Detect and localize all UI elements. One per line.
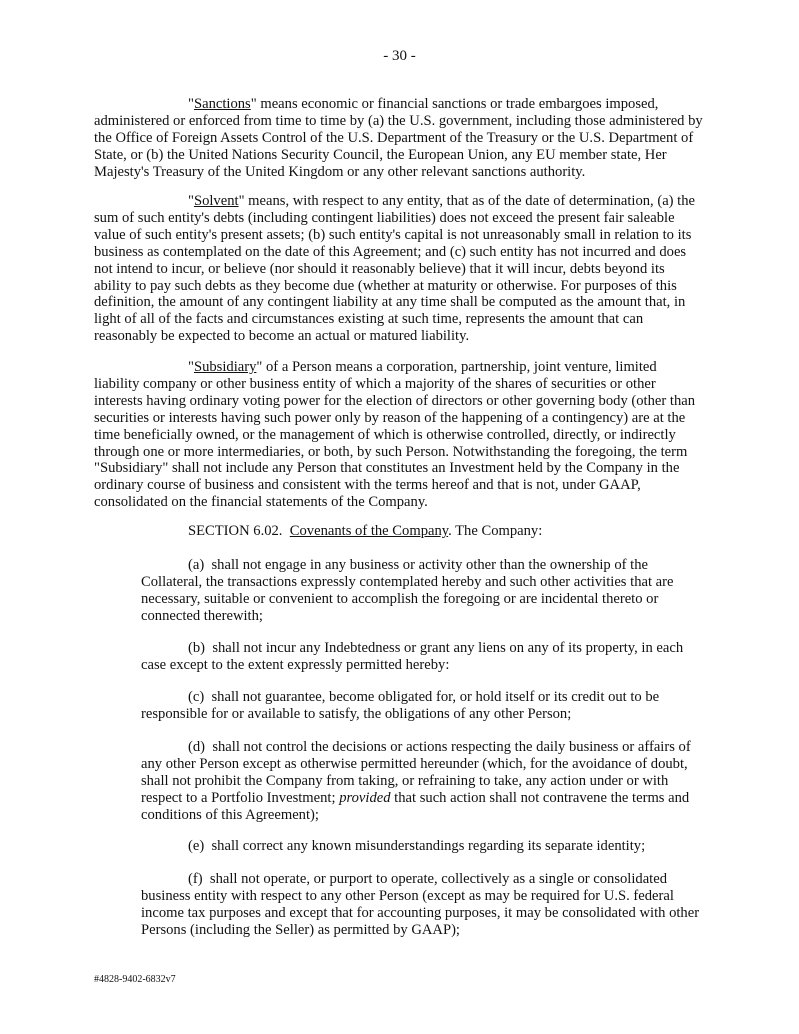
term-subsidiary: Subsidiary: [193, 359, 257, 375]
covenant-label: (f): [188, 871, 203, 887]
covenant-f: [141, 871, 704, 939]
section-title: Covenants of the Company: [289, 523, 449, 539]
covenant-a: [141, 557, 704, 625]
covenant-text: shall not control the decisions or actions respecting the daily business or affairs of any other Person except as otherwise permitted hereunder (which, for the avoidance of doubt, shall not prohibit the Company from taking, or refraining to take, any action under or with respect to a Portfolio Investment;: [141, 739, 691, 806]
covenant-label: (b): [188, 640, 206, 656]
term-solvent: Solvent: [193, 193, 239, 209]
covenant-text: shall not engage in any business or activity other than the ownership of the Collateral, the transactions expressly contemplated hereby and such other activities that are necessary, suitable or convenient to accomplish the foregoing or are incidental thereto or connected therewith;: [141, 557, 674, 624]
covenant-text: shall not guarantee, become obligated for, or hold itself or its credit out to be responsible for or available to satisfy, the obligations of any other Person;: [141, 689, 660, 722]
covenant-text: shall correct any known misunderstandings regarding its separate identity;: [211, 838, 646, 854]
definition-solvent-text: " means, with respect to any entity, that as of the date of determination, (a) the sum of such entity's debts (including contingent liabilities) does not exceed the present fair saleable value of such entity's present assets; (b) such entity's capital is not unreasonably small in relation to its business as contemplated on the date of this Agreement; and (c) such entity has not incurred and does not intend to incur, or believe (nor should it reasonably believe) that it will incur, debts beyond its ability to pay such debts as they become due (whether at maturity or otherwise. For purposes of this definition, the amount of any contingent liability at any time shall be computed as the amount that, in light of all of the facts and circumstances existing at such time, represents the amount that can reasonably be expected to become an actual or matured liability.: [94, 193, 696, 345]
covenant-label: (e): [188, 838, 205, 854]
definition-sanctions-text: " means economic or financial sanctions or trade embargoes imposed, administered or enforced from time to time by (a) the U.S. government, including those administered by the Office of Foreign Assets Control of the U.S. Department of the Treasury or the U.S. Department of State, or (b) the United Nations Security Council, the European Union, any EU member state, Her Majesty's Treasury of the United Kingdom or any other relevant sanctions authority.: [94, 96, 703, 180]
covenant-text-continued: that such action shall not contravene the terms and conditions of this Agreement);: [141, 789, 690, 823]
document-id: #4828-9402-6832v7: [94, 974, 176, 985]
term-sanctions: Sanctions: [193, 96, 251, 112]
covenant-label: (d): [188, 739, 206, 755]
covenant-text: shall not operate, or purport to operate, collectively as a single or consolidated business entity with respect to any other Person (except as may be required for U.S. federal income tax purposes and except that for accounting purposes, it may be consolidated with other Persons (including the Seller) as permitted by GAAP);: [141, 871, 700, 938]
covenant-b: [141, 640, 704, 674]
covenant-label: (c): [188, 689, 205, 705]
covenant-italic: provided: [339, 789, 391, 806]
section-tail: . The Company:: [448, 523, 543, 539]
covenant-label: (a): [188, 557, 205, 573]
section-heading: [94, 523, 704, 540]
definition-subsidiary: "Subsidiary" of a Person means a corporation, partnership, joint venture, limited liability company or other business entity of which a majority of the shares of securities or other interests having ordinary voting power for the election of directors or other governing body (other than securities or interests having such power only by reason of the happening of a contingency) are at the time beneficially owned, or the management of which is otherwise controlled, directly, or indirectly through one or more intermediaries, or both, by such Person. Notwithstanding the foregoing, the term "Subsidiary" shall not include any Person that constitutes an Investment held by the Company in the ordinary course of business and consistent with the terms hereof and that is not, under GAAP, consolidated on the financial statements of the Company.: [94, 359, 696, 511]
definition-sanctions: "Sanctions" means economic or financial sanctions or trade embargoes imposed, administered or enforced from time to time by (a) the U.S. government, including those administered by the Office of Foreign Assets Control of the U.S. Department of the Treasury or the U.S. Department of State, or (b) the United Nations Security Council, the European Union, any EU member state, Her Majesty's Treasury of the United Kingdom or any other relevant sanctions authority.: [94, 96, 703, 180]
section-number: SECTION 6.02.: [188, 523, 283, 539]
covenant-text: shall not incur any Indebtedness or grant any liens on any of its property, in each case except to the extent expressly permitted hereby:: [141, 640, 684, 673]
definition-subsidiary-text: " of a Person means a corporation, partnership, joint venture, limited liability company or other business entity of which a majority of the shares of securities or other interests having ordinary voting power for the election of directors or other governing body (other than securities or interests having such power only by reason of the happening of a contingency) are at the time beneficially owned, or the management of which is otherwise controlled, directly, or indirectly through one or more intermediaries, or both, by such Person. Notwithstanding the foregoing, the term "Subsidiary" shall not include any Person that constitutes an Investment held by the Company in the ordinary course of business and consistent with the terms hereof and that is not, under GAAP, consolidated on the financial statements of the Company.: [94, 359, 696, 511]
covenant-d: [141, 739, 704, 824]
definition-solvent: "Solvent" means, with respect to any entity, that as of the date of determination, (a) the sum of such entity's debts (including contingent liabilities) does not exceed the present fair saleable value of such entity's present assets; (b) such entity's capital is not unreasonably small in relation to its business as contemplated on the date of this Agreement; and (c) such entity has not incurred and does not intend to incur, or believe (nor should it reasonably believe) that it will incur, debts beyond its ability to pay such debts as they become due (whether at maturity or otherwise. For purposes of this definition, the amount of any contingent liability at any time shall be computed as the amount that, in light of all of the facts and circumstances existing at such time, represents the amount that can reasonably be expected to become an actual or matured liability.: [94, 193, 696, 345]
page-number: - 30 -: [383, 48, 416, 64]
covenant-e: [141, 838, 704, 855]
covenant-c: [141, 689, 704, 723]
